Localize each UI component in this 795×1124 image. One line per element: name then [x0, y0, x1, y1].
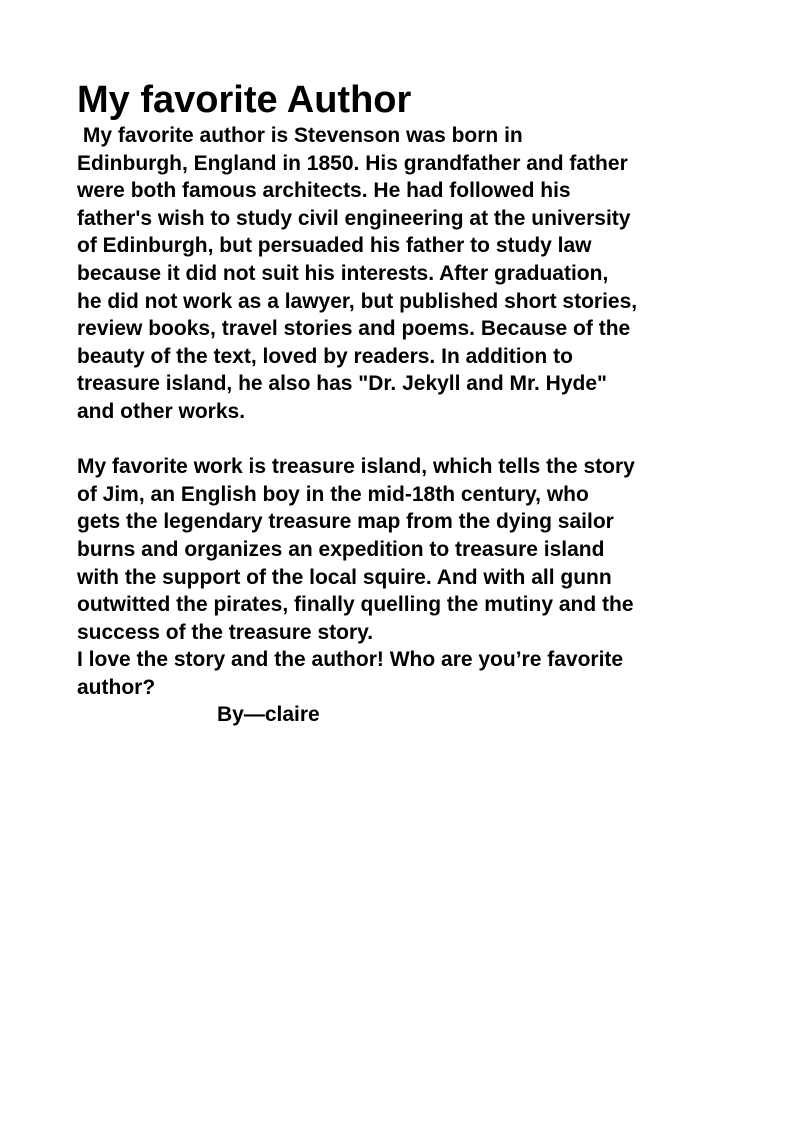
paragraph-author-bio [77, 122, 777, 426]
signature: By—claire [217, 703, 320, 727]
paragraph-favorite-work [77, 453, 777, 646]
text-line: review books, travel stories and poems. Because of the [77, 317, 631, 341]
paragraph-spacer [77, 426, 777, 454]
text-line: My favorite author is Stevenson was born in [77, 124, 523, 147]
page-title: My favorite Author [77, 79, 412, 121]
text-line: of Jim, an English boy in the mid-18th century, who [77, 482, 589, 506]
paragraph-closing [77, 646, 777, 701]
text-line: burns and organizes an expedition to treasure island [77, 537, 605, 561]
text-line: were both famous architects. He had followed his [77, 179, 571, 203]
text-line: author? [77, 675, 156, 699]
text-line: with the support of the local squire. And with all gunn [77, 565, 612, 589]
text-line: gets the legendary treasure map from the dying sailor [77, 510, 614, 534]
text-line: treasure island, he also has "Dr. Jekyll and Mr. Hyde" [77, 372, 607, 396]
text-line: father's wish to study civil engineering at the university [77, 206, 631, 230]
text-line: because it did not suit his interests. After graduation, [77, 261, 609, 285]
text-line: My favorite work is treasure island, which tells the story [77, 455, 635, 479]
text-line: success of the treasure story. [77, 620, 374, 644]
document-body [77, 122, 777, 729]
text-line: I love the story and the author! Who are you’re favorite [77, 648, 624, 672]
text-line: beauty of the text, loved by readers. In addition to [77, 344, 573, 368]
text-line: outwitted the pirates, finally quelling the mutiny and the [77, 593, 634, 617]
text-line: of Edinburgh, but persuaded his father to study law [77, 234, 592, 258]
text-line: and other works. [77, 399, 246, 423]
text-line: he did not work as a lawyer, but published short stories, [77, 289, 638, 313]
text-line: Edinburgh, England in 1850. His grandfather and father [77, 151, 628, 175]
